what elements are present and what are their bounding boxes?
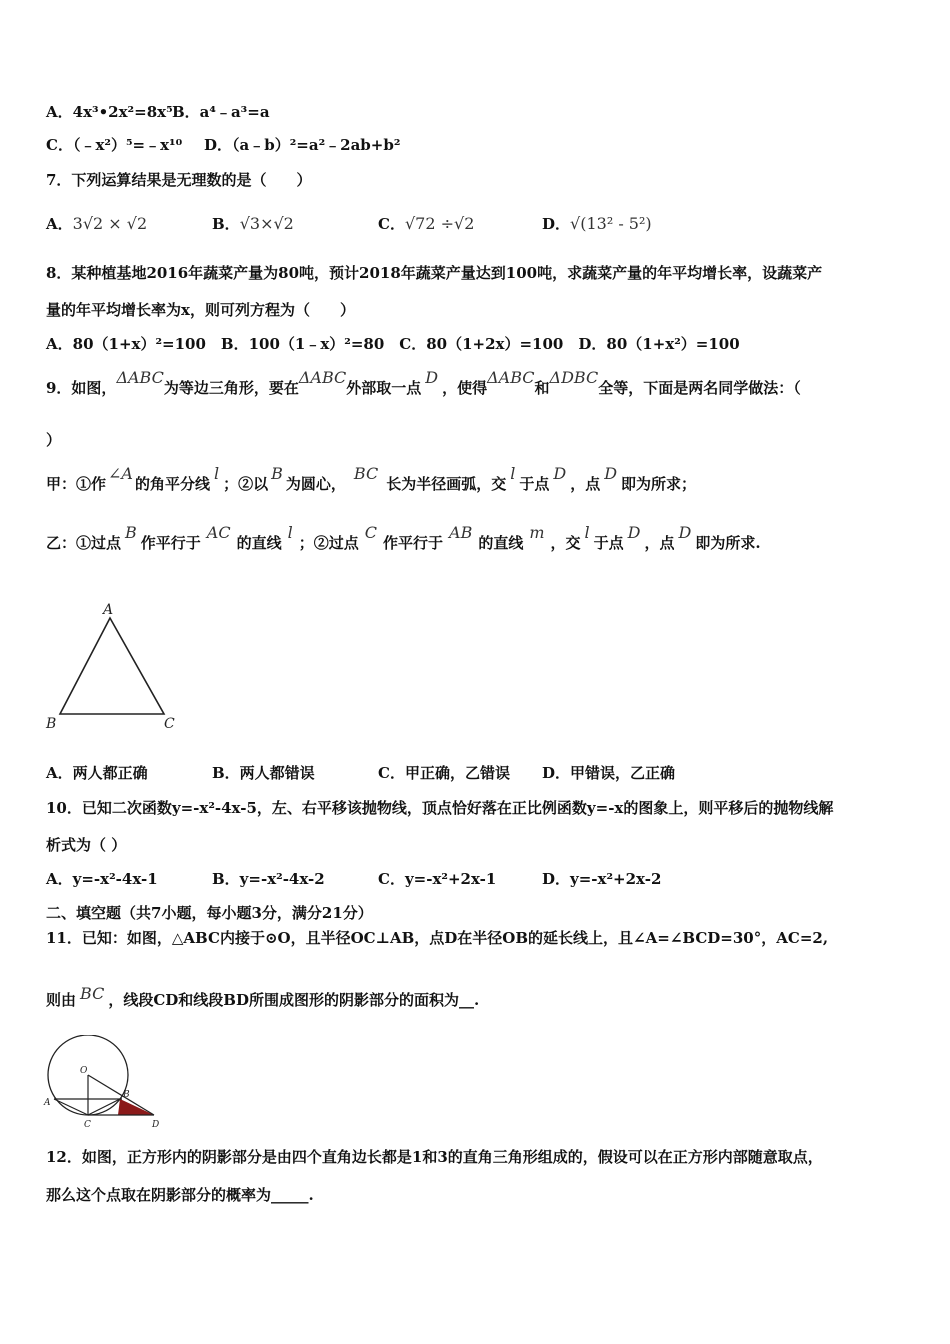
jia-text: 长为半径画弧，交 bbox=[386, 475, 507, 493]
yi-text: 的直线 bbox=[478, 534, 524, 552]
yi-text: 乙：①过点 bbox=[46, 534, 122, 552]
yi-text: ；②过点 bbox=[298, 534, 359, 552]
yi-text: 作平行于 bbox=[383, 534, 444, 552]
q6-option-b: B．a⁴﹣a³=a bbox=[172, 103, 270, 121]
jia-text: 为圆心， bbox=[285, 475, 346, 493]
q10-stem-line2: 析式为（ ） bbox=[46, 836, 127, 854]
q10-stem-line1: 10．已知二次函数y=-x²-4x-5，左、右平移该抛物线，顶点恰好落在正比例函数y=-x的图象上，则平移后的抛物线解 bbox=[46, 799, 834, 817]
q11-stem-line2 bbox=[46, 984, 480, 1010]
jia-math: ∠A bbox=[108, 464, 133, 483]
q9-option-b: B．两人都错误 bbox=[212, 764, 315, 782]
q9-text: 为等边三角形，要在 bbox=[163, 379, 299, 397]
q12-stem-line2: 那么这个点取在阴影部分的概率为_____. bbox=[46, 1186, 314, 1204]
q11-text: 则由 bbox=[46, 991, 77, 1009]
q7-option-a-label: A． bbox=[46, 215, 73, 233]
q10-option-a: A．y=-x²-4x-1 bbox=[46, 870, 158, 888]
q6-option-a: A．4x³•2x²=8x⁵ bbox=[46, 103, 173, 121]
segment-ac bbox=[54, 1099, 88, 1115]
jia-text: 甲：①作 bbox=[46, 475, 107, 493]
q7-option-b-label: B． bbox=[212, 215, 240, 233]
q9-math: ΔABC bbox=[116, 368, 164, 387]
q9-math: ΔABC bbox=[487, 368, 535, 387]
yi-text: 作平行于 bbox=[140, 534, 201, 552]
yi-text: 于点 bbox=[593, 534, 624, 552]
q7-option-c bbox=[378, 214, 474, 234]
jia-math: D bbox=[553, 464, 567, 483]
jia-math: l bbox=[510, 464, 516, 483]
jia-text: ，点 bbox=[570, 475, 601, 493]
yi-text: 即为所求. bbox=[695, 534, 761, 552]
q9-method-jia bbox=[46, 464, 697, 494]
label-a: A bbox=[103, 602, 114, 618]
q10-option-b: B．y=-x²-4x-2 bbox=[212, 870, 325, 888]
q7-option-d bbox=[542, 214, 652, 234]
yi-text: ，点 bbox=[644, 534, 675, 552]
q9-triangle-figure bbox=[40, 600, 190, 740]
jia-text: ；②以 bbox=[223, 475, 269, 493]
q7-stem: 7．下列运算结果是无理数的是（ ） bbox=[46, 171, 312, 189]
q9-stem-close: ） bbox=[46, 431, 62, 449]
label-c: C bbox=[84, 1120, 91, 1130]
q8-stem-line2: 量的年平均增长率为x，则可列方程为（ ） bbox=[46, 301, 355, 319]
q7-option-b-expr: √3×√2 bbox=[239, 214, 294, 233]
q11-stem-line1: 11．已知：如图，△ABC内接于⊙O，且半径OC⊥AB，点D在半径OB的延长线上，且∠A=∠BCD=30°，AC=2, bbox=[46, 929, 829, 947]
q7-option-b bbox=[212, 214, 294, 234]
q7-option-a-expr: 3√2 × √2 bbox=[72, 214, 148, 233]
jia-text: 的角平分线 bbox=[134, 475, 210, 493]
label-a: A bbox=[44, 1098, 51, 1108]
yi-math: D bbox=[627, 523, 641, 542]
yi-math: B bbox=[125, 523, 137, 542]
q9-math: ΔDBC bbox=[549, 368, 599, 387]
label-b: B bbox=[123, 1090, 130, 1100]
yi-math: AB bbox=[449, 523, 473, 542]
q9-text: 和 bbox=[534, 379, 550, 397]
yi-math: l bbox=[287, 523, 293, 542]
jia-math: BC bbox=[353, 464, 379, 483]
q6-option-c: C．（﹣x²）⁵=﹣x¹⁰ bbox=[46, 136, 183, 154]
yi-math: l bbox=[584, 523, 590, 542]
q7-option-c-expr: √72 ÷√2 bbox=[404, 214, 475, 233]
q6-option-d: D．（a﹣b）²=a²﹣2ab+b² bbox=[204, 136, 401, 154]
q7-option-d-label: D． bbox=[542, 215, 571, 233]
yi-math: D bbox=[678, 523, 692, 542]
q7-option-c-label: C． bbox=[378, 215, 405, 233]
q12-stem-line1: 12．如图，正方形内的阴影部分是由四个直角边长都是1和3的直角三角形组成的，假设可以在正方形内部随意取点， bbox=[46, 1148, 823, 1166]
q9-text: ，使得 bbox=[442, 379, 488, 397]
q9-text: 9．如图， bbox=[46, 379, 117, 397]
label-d: D bbox=[152, 1120, 160, 1130]
label-o: O bbox=[80, 1066, 88, 1076]
q8-stem-line1: 8．某种植基地2016年蔬菜产量为80吨，预计2018年蔬菜产量达到100吨，求蔬菜产量的年平均增长率，设蔬菜产 bbox=[46, 264, 823, 282]
jia-math: B bbox=[271, 464, 283, 483]
q11-circle-figure bbox=[40, 1035, 170, 1135]
q9-option-d: D．甲错误，乙正确 bbox=[542, 764, 676, 782]
yi-text: 的直线 bbox=[236, 534, 282, 552]
q10-option-d: D．y=-x²+2x-2 bbox=[542, 870, 662, 888]
q10-option-c: C．y=-x²+2x-1 bbox=[378, 870, 497, 888]
label-b: B bbox=[46, 716, 57, 732]
q7-option-d-expr: √(13² - 5²) bbox=[570, 214, 652, 233]
q9-method-yi bbox=[46, 523, 761, 553]
yi-math: AC bbox=[206, 523, 231, 542]
q8-options: A．80（1+x）²=100 B．100（1﹣x）²=80 C．80（1+2x）=100 D．80（1+x²）=100 bbox=[46, 335, 740, 353]
shaded-region bbox=[118, 1099, 154, 1115]
q9-math: D bbox=[425, 368, 439, 387]
label-c: C bbox=[164, 716, 175, 732]
q9-text: 全等，下面是两名同学做法：（ bbox=[598, 379, 801, 397]
section-heading-fill-in: 二、填空题（共7小题，每小题3分，满分21分） bbox=[46, 904, 373, 922]
q9-text: 外部取一点 bbox=[346, 379, 422, 397]
q9-stem bbox=[46, 368, 801, 398]
yi-text: ，交 bbox=[550, 534, 581, 552]
q11-text: ，线段CD和线段BD所围成图形的阴影部分的面积为__. bbox=[108, 991, 480, 1009]
q7-option-a bbox=[46, 214, 147, 234]
jia-text: 于点 bbox=[519, 475, 550, 493]
q9-option-a: A．两人都正确 bbox=[46, 764, 148, 782]
q9-math: ΔABC bbox=[298, 368, 347, 387]
yi-math: C bbox=[364, 523, 377, 542]
jia-math: D bbox=[604, 464, 618, 483]
triangle-abc bbox=[60, 618, 164, 714]
jia-math: l bbox=[214, 464, 220, 483]
jia-text: 即为所求； bbox=[621, 475, 697, 493]
q9-option-c: C．甲正确，乙错误 bbox=[378, 764, 510, 782]
segment-cb bbox=[88, 1099, 120, 1115]
yi-math: m bbox=[529, 523, 545, 542]
q11-arc-bc: BC bbox=[80, 984, 105, 1003]
